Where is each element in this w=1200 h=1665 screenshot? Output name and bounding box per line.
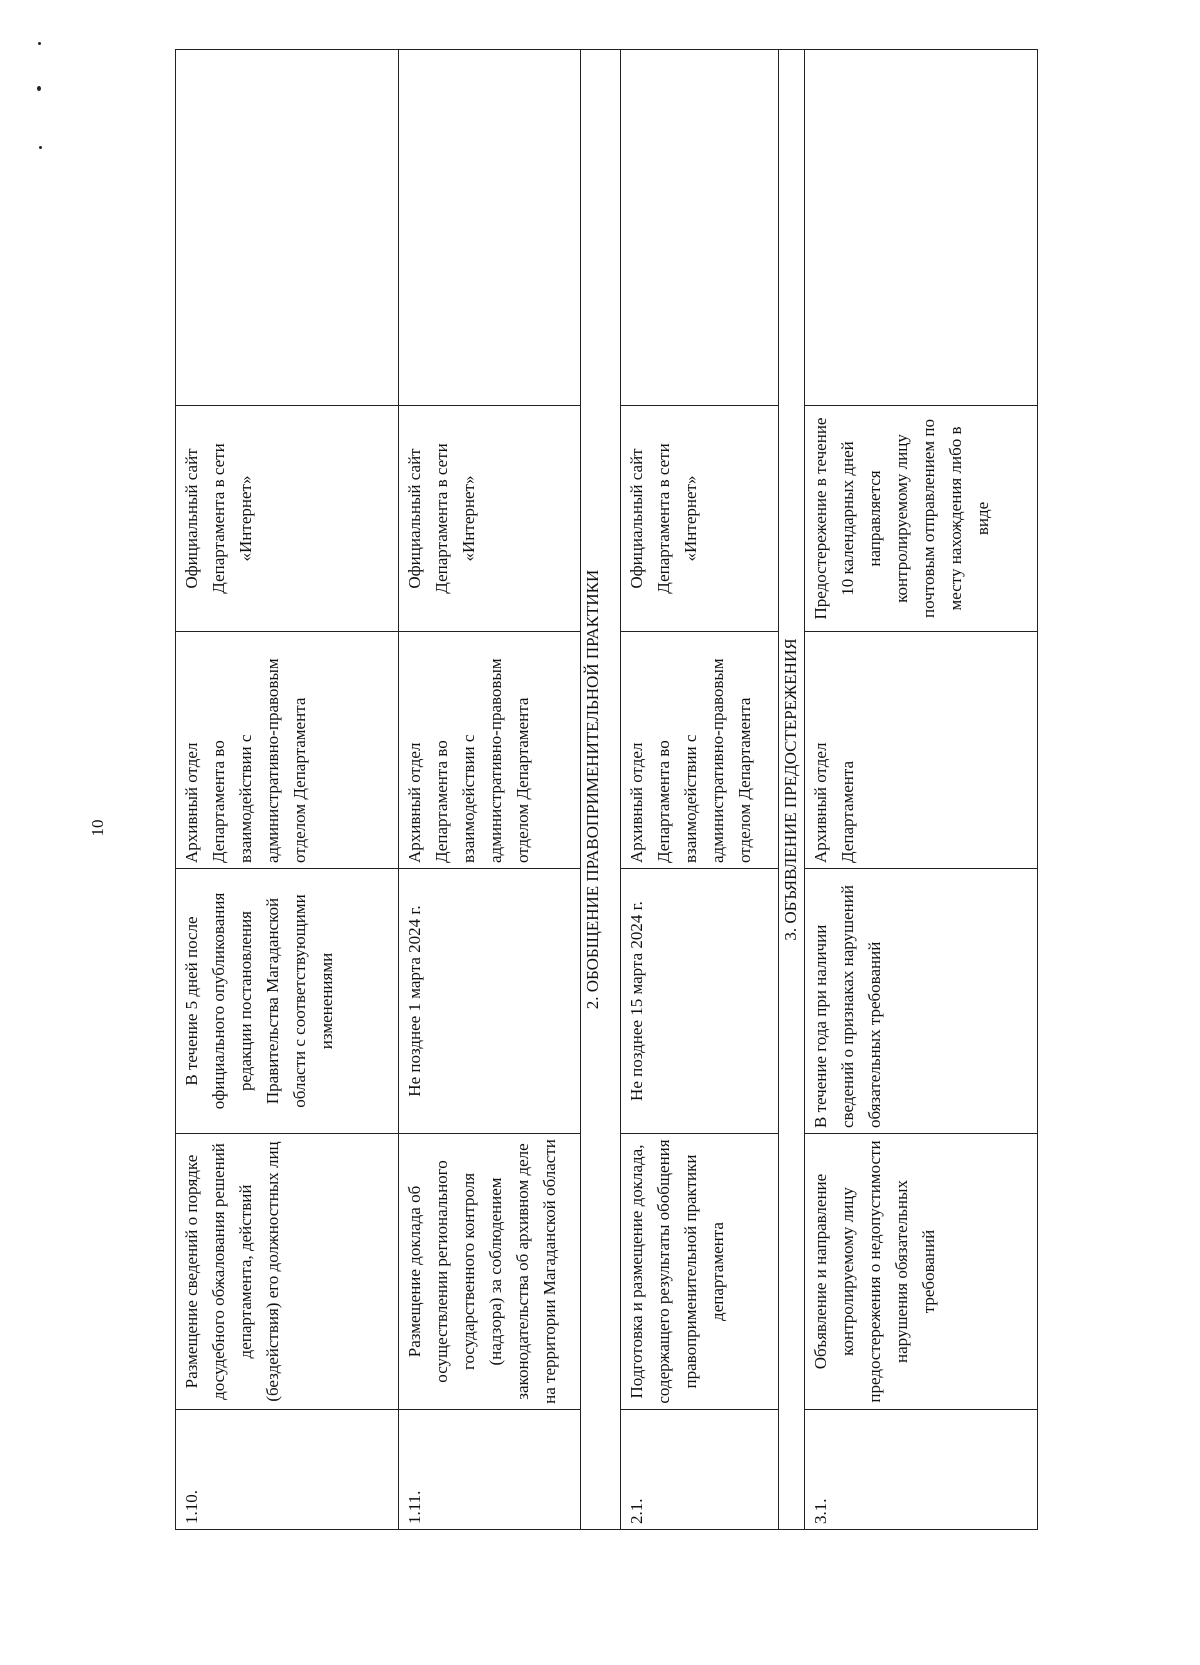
- section-3-title: 3. ОБЪЯВЛЕНИЕ ПРЕДОСТЕРЕЖЕНИЯ: [779, 50, 805, 1530]
- note-cell: [805, 50, 1038, 406]
- method-cell: Официальный сайт Департамента в сети «Интернет»: [176, 406, 399, 632]
- method-cell: Официальный сайт Департамента в сети «Интернет»: [399, 406, 581, 632]
- section-heading-row: [779, 50, 805, 1530]
- section-2-title: 2. ОБОБЩЕНИЕ ПРАВОПРИМЕНИТЕЛЬНОЙ ПРАКТИКИ: [581, 50, 621, 1530]
- row-number: 1.10.: [176, 1410, 399, 1530]
- measures-table: [175, 49, 1038, 1530]
- deadline-cell: Не позднее 1 марта 2024 г.: [399, 869, 581, 1134]
- table-row: [621, 50, 779, 1530]
- table-row: [399, 50, 581, 1530]
- deadline-cell: В течение 5 дней после официального опубликования редакции постановления Правительства Магаданской области с соответствующими изменениями: [176, 869, 399, 1134]
- scan-speck: [38, 42, 41, 45]
- measure-cell: Размещение сведений о порядке досудебного обжалования решений департамента, действий (бездействия) его должностных лиц: [176, 1134, 399, 1410]
- responsible-cell: Архивный отдел Департамента во взаимодействии с административно-правовым отделом Департамента: [621, 632, 779, 869]
- method-cell: Официальный сайт Департамента в сети «Интернет»: [621, 406, 779, 632]
- note-cell: [399, 50, 581, 406]
- responsible-cell: Архивный отдел Департамента: [805, 632, 1038, 869]
- scan-speck: [39, 146, 42, 149]
- row-number: 3.1.: [805, 1410, 1038, 1530]
- table-row: [176, 50, 399, 1530]
- table-row: [805, 50, 1038, 1530]
- row-number: 1.11.: [399, 1410, 581, 1530]
- deadline-cell: Не позднее 15 марта 2024 г.: [621, 869, 779, 1134]
- section-heading-row: [581, 50, 621, 1530]
- responsible-cell: Архивный отдел Департамента во взаимодействии с административно-правовым отделом Департамента: [176, 632, 399, 869]
- responsible-cell: Архивный отдел Департамента во взаимодействии с административно-правовым отделом Департамента: [399, 632, 581, 869]
- measure-cell: Размещение доклада об осуществлении регионального государственного контроля (надзора) за соблюдением законодательства об архивном деле на территории Магаданской области: [399, 1134, 581, 1410]
- note-cell: [621, 50, 779, 406]
- row-number: 2.1.: [621, 1410, 779, 1530]
- method-cell: Предостережение в течение 10 календарных дней направляется контролируемому лицу почтовым отправлением по месту нахождения либо в виде: [805, 406, 1038, 632]
- rotated-document: [175, 50, 1045, 1530]
- note-cell: [176, 50, 399, 406]
- measure-cell: Подготовка и размещение доклада, содержащего результаты обобщения правоприменительной практики департамента: [621, 1134, 779, 1410]
- deadline-cell: В течение года при наличии сведений о признаках нарушений обязательных требований: [805, 869, 1038, 1134]
- scan-speck: [37, 86, 41, 91]
- page-number: 10: [88, 819, 107, 837]
- measure-cell: Объявление и направление контролируемому лицу предостережения о недопустимости нарушения обязательных требований: [805, 1134, 1038, 1410]
